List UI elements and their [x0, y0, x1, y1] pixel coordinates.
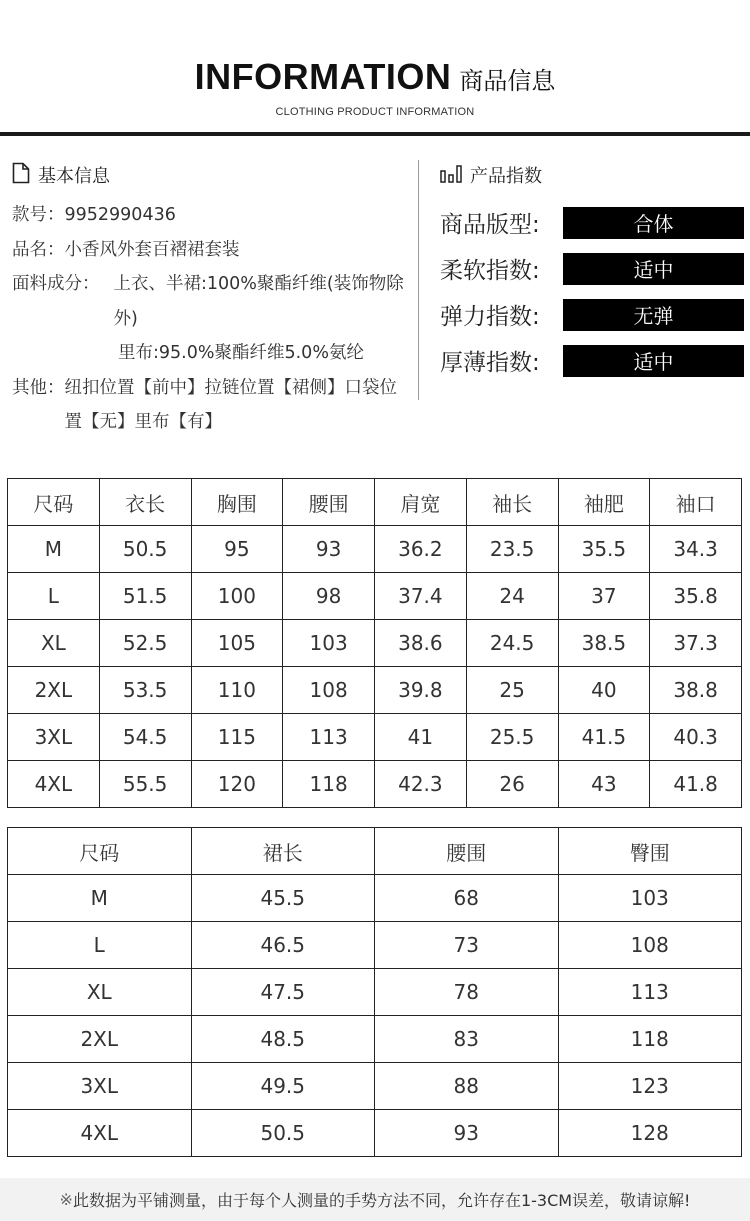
reference-mark-icon: ※	[59, 1190, 73, 1209]
header-cell: 衣长	[99, 479, 191, 526]
table-cell: 100	[191, 573, 283, 620]
table-row	[8, 1063, 742, 1110]
table-cell: 35.5	[558, 526, 650, 573]
index-row-elasticity: 弹力指数: 无弹	[440, 298, 563, 331]
table-cell: 123	[558, 1063, 742, 1110]
table-cell: 118	[283, 761, 375, 808]
table-cell: 38.6	[375, 620, 467, 667]
bar-chart-icon	[440, 163, 462, 188]
header-cell: 肩宽	[375, 479, 467, 526]
table-cell: 93	[375, 1110, 559, 1157]
table-cell: XL	[8, 969, 192, 1016]
subtitle: CLOTHING PRODUCT INFORMATION	[275, 106, 475, 118]
table-cell: 3XL	[8, 1063, 192, 1110]
header-cell: 袖肥	[558, 479, 650, 526]
table-cell: 83	[375, 1016, 559, 1063]
table-cell: 24.5	[466, 620, 558, 667]
table-cell: 25.5	[466, 714, 558, 761]
table-cell: 50.5	[99, 526, 191, 573]
table-cell: M	[8, 875, 192, 922]
table-cell: 2XL	[8, 667, 100, 714]
header-cell: 袖长	[466, 479, 558, 526]
info-row-fabric: 面料成分： 上衣、半裙:100%聚酯纤维(装饰物除外)	[12, 274, 404, 329]
info-row-other: 其他： 纽扣位置【前中】拉链位置【裙侧】口袋位置【无】里布【有】	[12, 377, 397, 432]
table-cell: 3XL	[8, 714, 100, 761]
table-row	[8, 573, 742, 620]
product-index-title: 产品指数	[470, 166, 542, 187]
basic-info-heading	[12, 160, 412, 190]
table-cell: L	[8, 573, 100, 620]
table-cell: 53.5	[99, 667, 191, 714]
table-row	[8, 526, 742, 573]
table-cell: 4XL	[8, 761, 100, 808]
table-header-row	[8, 828, 742, 875]
header-cell: 尺码	[8, 479, 100, 526]
table-cell: 4XL	[8, 1110, 192, 1157]
table-cell: 23.5	[466, 526, 558, 573]
table-cell: 98	[283, 573, 375, 620]
table-cell: 103	[283, 620, 375, 667]
table-cell: 118	[558, 1016, 742, 1063]
index-row-thickness: 厚薄指数: 适中	[440, 344, 563, 377]
table-cell: 36.2	[375, 526, 467, 573]
bottom-size-table	[7, 827, 742, 1157]
table-cell: 113	[283, 714, 375, 761]
header-cell: 袖口	[650, 479, 742, 526]
table-cell: 54.5	[99, 714, 191, 761]
info-row-style-no: 款号： 9952990436	[12, 205, 176, 225]
basic-info-section	[12, 160, 412, 440]
product-index-heading	[440, 160, 745, 190]
table-row	[8, 922, 742, 969]
index-badge: 适中	[563, 345, 744, 377]
table-cell: 78	[375, 969, 559, 1016]
page-header	[0, 56, 750, 118]
table-cell: 40	[558, 667, 650, 714]
table-cell: 34.3	[650, 526, 742, 573]
table-row	[8, 761, 742, 808]
header-cell: 腰围	[375, 828, 559, 875]
table-cell: 73	[375, 922, 559, 969]
header-cell: 腰围	[283, 479, 375, 526]
table-cell: M	[8, 526, 100, 573]
index-row-fit: 商品版型: 合体	[440, 206, 563, 239]
column-divider	[418, 160, 419, 400]
basic-info-title: 基本信息	[38, 166, 110, 187]
table-cell: 49.5	[191, 1063, 375, 1110]
table-cell: 37	[558, 573, 650, 620]
measurement-notice	[0, 1178, 750, 1221]
table-cell: 37.4	[375, 573, 467, 620]
table-cell: 128	[558, 1110, 742, 1157]
header-cell: 胸围	[191, 479, 283, 526]
table-cell: 95	[191, 526, 283, 573]
title-row	[0, 56, 750, 98]
table-cell: 46.5	[191, 922, 375, 969]
table-cell: 40.3	[650, 714, 742, 761]
table-cell: L	[8, 922, 192, 969]
table-cell: 68	[375, 875, 559, 922]
table-cell: 105	[191, 620, 283, 667]
table-row	[8, 969, 742, 1016]
table-cell: 113	[558, 969, 742, 1016]
table-row	[8, 714, 742, 761]
document-icon	[12, 162, 30, 189]
table-cell: 108	[283, 667, 375, 714]
table-cell: 48.5	[191, 1016, 375, 1063]
table-cell: 35.8	[650, 573, 742, 620]
index-badge: 适中	[563, 253, 744, 285]
table-cell: 25	[466, 667, 558, 714]
product-index-section	[440, 160, 745, 376]
table-row	[8, 1110, 742, 1157]
table-cell: 103	[558, 875, 742, 922]
table-cell: 43	[558, 761, 650, 808]
table-header-row	[8, 479, 742, 526]
table-cell: 38.5	[558, 620, 650, 667]
table-cell: 55.5	[99, 761, 191, 808]
basic-info-list	[12, 198, 412, 440]
table-cell: 50.5	[191, 1110, 375, 1157]
table-cell: 38.8	[650, 667, 742, 714]
index-badge: 无弹	[563, 299, 744, 331]
top-size-table	[7, 478, 742, 808]
table-cell: 51.5	[99, 573, 191, 620]
table-cell: XL	[8, 620, 100, 667]
header-cell: 裙长	[191, 828, 375, 875]
info-row-lining: 里布:95.0%聚酯纤维5.0%氨纶	[118, 343, 364, 363]
index-badge: 合体	[563, 207, 744, 239]
header-cell: 臀围	[558, 828, 742, 875]
table-cell: 2XL	[8, 1016, 192, 1063]
table-cell: 24	[466, 573, 558, 620]
table-cell: 26	[466, 761, 558, 808]
table-cell: 108	[558, 922, 742, 969]
table-cell: 52.5	[99, 620, 191, 667]
notice-text: 此数据为平铺测量，由于每个人测量的手势方法不同，允许存在1-3CM误差，敬请谅解!	[72, 1191, 691, 1210]
table-cell: 110	[191, 667, 283, 714]
index-row-softness: 柔软指数: 适中	[440, 252, 563, 285]
info-row-product-name: 品名： 小香风外套百褶裙套装	[12, 239, 240, 260]
table-cell: 88	[375, 1063, 559, 1110]
table-row	[8, 875, 742, 922]
table-cell: 37.3	[650, 620, 742, 667]
table-cell: 39.8	[375, 667, 467, 714]
table-row	[8, 1016, 742, 1063]
table-cell: 41.5	[558, 714, 650, 761]
header-cell: 尺码	[8, 828, 192, 875]
title-chinese: 商品信息	[459, 67, 556, 95]
table-row	[8, 620, 742, 667]
table-cell: 45.5	[191, 875, 375, 922]
table-cell: 41	[375, 714, 467, 761]
table-cell: 93	[283, 526, 375, 573]
table-cell: 47.5	[191, 969, 375, 1016]
table-row	[8, 667, 742, 714]
header-rule	[0, 132, 750, 136]
table-cell: 42.3	[375, 761, 467, 808]
table-cell: 120	[191, 761, 283, 808]
title-english: INFORMATION	[194, 56, 452, 97]
table-cell: 115	[191, 714, 283, 761]
table-cell: 41.8	[650, 761, 742, 808]
